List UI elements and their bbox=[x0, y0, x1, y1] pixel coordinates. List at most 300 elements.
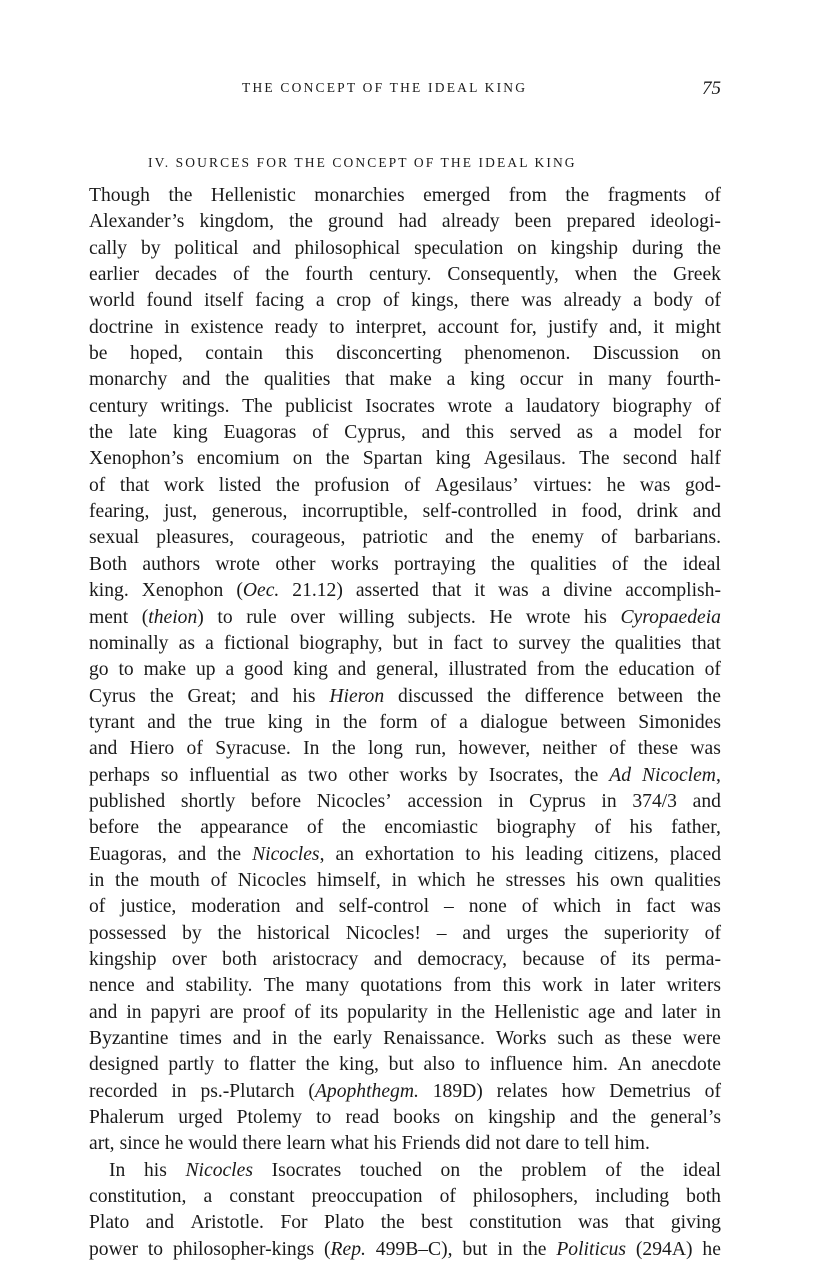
word: 374/3 bbox=[632, 790, 677, 812]
word: of bbox=[89, 474, 106, 496]
word: anecdote bbox=[651, 1054, 721, 1076]
word: the bbox=[149, 685, 174, 707]
word: Euagoras, bbox=[89, 843, 167, 865]
word: and bbox=[569, 1107, 598, 1129]
text-line bbox=[89, 763, 721, 789]
word: qualities bbox=[530, 553, 597, 575]
word: the bbox=[564, 922, 589, 944]
word: the bbox=[640, 1159, 665, 1181]
word: work bbox=[163, 474, 205, 496]
word: such bbox=[557, 1028, 594, 1049]
word: form bbox=[379, 711, 418, 733]
word: a bbox=[203, 1186, 213, 1208]
word: the bbox=[289, 211, 313, 233]
word: survey bbox=[518, 632, 571, 654]
word: body bbox=[653, 290, 693, 312]
word: ground bbox=[328, 211, 384, 233]
word: the bbox=[491, 553, 515, 575]
word: occur bbox=[519, 369, 564, 391]
word: by bbox=[140, 237, 161, 259]
text-line bbox=[89, 552, 721, 578]
word: The bbox=[242, 395, 273, 417]
word: emerged bbox=[423, 185, 491, 206]
word: Friends bbox=[401, 1133, 461, 1155]
word: ready bbox=[274, 316, 319, 338]
word: he bbox=[164, 1133, 184, 1155]
word: education bbox=[618, 659, 695, 681]
word: stresses bbox=[505, 869, 566, 891]
text-line bbox=[89, 525, 721, 551]
word: the bbox=[580, 632, 605, 654]
text-line bbox=[89, 262, 721, 288]
text-line bbox=[89, 288, 721, 314]
text-line bbox=[89, 605, 721, 631]
word: fourth- bbox=[666, 369, 721, 391]
word: the bbox=[225, 369, 250, 391]
word: on bbox=[454, 1107, 474, 1129]
word: king, bbox=[339, 1054, 379, 1076]
word: Byzantine bbox=[89, 1028, 169, 1049]
word: himself, bbox=[317, 869, 381, 891]
word: The bbox=[579, 448, 610, 470]
word: shortly bbox=[180, 790, 236, 812]
word: of bbox=[599, 948, 617, 970]
word: illustrated bbox=[448, 659, 527, 681]
word: in bbox=[315, 711, 331, 733]
word: of bbox=[210, 869, 227, 891]
word: Works bbox=[495, 1028, 547, 1049]
word: true bbox=[224, 711, 256, 733]
word: fearing, bbox=[89, 501, 150, 523]
word: of bbox=[439, 1186, 456, 1208]
word: the bbox=[565, 185, 590, 206]
text-line bbox=[89, 736, 721, 762]
word: of bbox=[704, 395, 721, 417]
text-line bbox=[89, 578, 721, 604]
text-line bbox=[89, 1079, 721, 1105]
word: The bbox=[263, 975, 295, 997]
word: (Rep. bbox=[324, 1238, 366, 1260]
text-line bbox=[89, 1158, 721, 1184]
word: Though bbox=[89, 185, 150, 206]
word: courageous, bbox=[251, 527, 346, 549]
word: that bbox=[691, 632, 721, 654]
word: perma- bbox=[665, 948, 721, 970]
word: papyri bbox=[150, 1001, 201, 1023]
word: writers bbox=[666, 975, 721, 997]
word: the bbox=[275, 474, 300, 496]
word: in bbox=[497, 1238, 513, 1260]
word: biography bbox=[496, 817, 577, 839]
word: ps.-Plutarch bbox=[200, 1080, 295, 1102]
word: interpret, bbox=[355, 316, 427, 338]
word: a bbox=[459, 711, 468, 733]
word: to bbox=[564, 1133, 580, 1155]
word: of bbox=[611, 553, 629, 575]
text-line bbox=[89, 1105, 721, 1131]
word: Discussion bbox=[592, 343, 679, 365]
section-heading: IV. SOURCES FOR THE CONCEPT OF THE IDEAL KING bbox=[148, 155, 577, 170]
word: of bbox=[704, 922, 721, 944]
word: of bbox=[430, 711, 447, 733]
word: preoccupation bbox=[311, 1186, 423, 1208]
word: partly bbox=[168, 1054, 215, 1076]
word: influential bbox=[189, 764, 270, 786]
word: itself bbox=[204, 290, 244, 312]
word: it bbox=[474, 580, 486, 602]
text-line bbox=[89, 1237, 721, 1263]
word: Hellenistic bbox=[494, 1001, 580, 1023]
word: divine bbox=[563, 580, 613, 602]
word: its bbox=[631, 948, 651, 970]
word: kingship bbox=[89, 948, 157, 970]
word: own bbox=[609, 869, 644, 891]
word: the bbox=[584, 659, 609, 681]
word: Nicocles! bbox=[345, 922, 421, 944]
word: constitution, bbox=[89, 1186, 187, 1208]
word: 499B–C), bbox=[375, 1238, 453, 1260]
word: dare bbox=[525, 1133, 560, 1155]
word: kings, bbox=[411, 290, 459, 312]
word: was bbox=[578, 1212, 609, 1234]
word: power bbox=[89, 1238, 138, 1260]
word: For bbox=[280, 1212, 308, 1234]
text-line bbox=[89, 1210, 721, 1236]
word: Phalerum bbox=[89, 1107, 165, 1129]
word: in bbox=[89, 869, 105, 891]
word: of bbox=[600, 527, 618, 549]
word: tyrant bbox=[89, 711, 135, 733]
word: to bbox=[329, 316, 345, 338]
word: because bbox=[522, 948, 585, 970]
word: fact bbox=[453, 632, 483, 654]
word: but bbox=[392, 632, 418, 654]
paragraph bbox=[89, 183, 721, 1158]
word: earlier bbox=[89, 264, 140, 286]
word: as bbox=[280, 764, 298, 786]
word: the bbox=[341, 817, 366, 839]
word: of bbox=[704, 290, 721, 312]
word: before bbox=[89, 817, 140, 839]
word: Great; bbox=[187, 685, 237, 707]
word: Cyrus bbox=[89, 685, 136, 707]
word: speculation bbox=[414, 237, 504, 259]
word: (294A) bbox=[635, 1238, 693, 1260]
word: of bbox=[594, 817, 611, 839]
word: other bbox=[348, 764, 389, 786]
word: was bbox=[690, 896, 721, 918]
word: a bbox=[608, 422, 618, 444]
word: kingship bbox=[488, 1107, 556, 1129]
word: his bbox=[292, 685, 316, 707]
word: general, bbox=[376, 659, 439, 681]
word: best bbox=[421, 1212, 453, 1234]
word: that bbox=[345, 369, 375, 391]
word: an bbox=[335, 843, 354, 865]
word: since bbox=[119, 1133, 160, 1155]
word: served bbox=[509, 422, 561, 444]
word: monarchy bbox=[89, 369, 168, 391]
word: there bbox=[470, 290, 510, 312]
word: qualities bbox=[614, 632, 682, 654]
body-text bbox=[89, 183, 721, 1263]
word: Ad bbox=[609, 764, 631, 786]
word: the bbox=[305, 1054, 330, 1076]
word: the bbox=[331, 738, 356, 760]
word: appearance bbox=[200, 817, 289, 839]
word: on bbox=[292, 448, 313, 470]
word: in bbox=[171, 1080, 187, 1102]
word: kingdom, bbox=[199, 211, 275, 233]
word: the bbox=[643, 553, 668, 575]
word: neither bbox=[542, 738, 597, 760]
word: of bbox=[704, 185, 721, 206]
word: accomplish- bbox=[625, 580, 721, 602]
word: second bbox=[622, 448, 678, 470]
word: encomium bbox=[196, 448, 280, 470]
word: and bbox=[444, 527, 474, 549]
word: Hieron bbox=[329, 685, 385, 707]
word: exhortation bbox=[365, 843, 455, 865]
word: – bbox=[444, 896, 454, 918]
word: over bbox=[290, 606, 326, 628]
word: Spartan bbox=[362, 448, 423, 470]
word: perhaps bbox=[89, 764, 150, 786]
word: Alexander’s bbox=[89, 211, 185, 233]
word: generous, bbox=[211, 501, 288, 523]
word: nominally bbox=[89, 632, 169, 654]
word: flatter bbox=[248, 1054, 296, 1076]
word: and bbox=[89, 738, 118, 760]
word: so bbox=[160, 764, 179, 786]
word: before bbox=[250, 790, 302, 812]
word: recorded bbox=[89, 1080, 158, 1102]
word: over bbox=[171, 948, 207, 970]
word: these bbox=[631, 1028, 672, 1049]
word: Aristotle. bbox=[190, 1212, 264, 1234]
word: general’s bbox=[650, 1107, 721, 1129]
word: fragments bbox=[607, 185, 687, 206]
word: the bbox=[89, 422, 113, 444]
text-line bbox=[89, 473, 721, 499]
word: tell bbox=[584, 1133, 610, 1155]
word: leading bbox=[525, 843, 584, 865]
word: the bbox=[265, 264, 290, 286]
text-line bbox=[89, 710, 721, 736]
word: Agesilaus. bbox=[483, 448, 566, 470]
word: accession bbox=[407, 790, 483, 812]
word: these bbox=[637, 738, 679, 760]
word: discussed bbox=[398, 685, 474, 707]
word: this bbox=[502, 975, 531, 997]
word: and bbox=[421, 422, 450, 444]
word: be bbox=[89, 343, 108, 365]
word: to bbox=[147, 1238, 164, 1260]
word: works bbox=[399, 764, 448, 786]
word: in bbox=[126, 1001, 142, 1023]
word: early bbox=[333, 1028, 373, 1049]
text-line bbox=[89, 1000, 721, 1026]
word: this bbox=[465, 422, 494, 444]
text-line bbox=[89, 657, 721, 683]
word: did bbox=[465, 1133, 491, 1155]
word: possessed bbox=[89, 922, 167, 944]
word: the bbox=[696, 685, 721, 707]
word: Politicus bbox=[556, 1238, 627, 1260]
word: prepared bbox=[566, 211, 636, 233]
word: in bbox=[164, 316, 180, 338]
word: influence bbox=[489, 1054, 563, 1076]
word: difference bbox=[524, 685, 604, 707]
word: in bbox=[391, 869, 407, 891]
word: rule bbox=[246, 606, 277, 628]
word: giving bbox=[670, 1212, 721, 1234]
word: touched bbox=[359, 1159, 422, 1181]
word: (Oec. bbox=[236, 580, 280, 602]
word: had bbox=[398, 211, 427, 233]
word: in bbox=[272, 1028, 288, 1049]
word: in bbox=[601, 790, 617, 812]
text-line bbox=[89, 341, 721, 367]
word: writings. bbox=[160, 395, 230, 417]
word: to bbox=[492, 632, 509, 654]
word: contain bbox=[205, 343, 263, 365]
word: would bbox=[188, 1133, 238, 1155]
word: food, bbox=[581, 501, 623, 523]
word: late bbox=[128, 422, 158, 444]
word: of bbox=[521, 896, 539, 918]
word: two bbox=[307, 764, 338, 786]
word: the bbox=[168, 185, 193, 206]
word: on bbox=[517, 237, 537, 259]
word: the bbox=[696, 237, 721, 259]
word: of bbox=[186, 738, 203, 760]
word: the bbox=[217, 843, 242, 865]
word: was bbox=[690, 738, 721, 760]
word: Hiero bbox=[129, 738, 175, 760]
word: world bbox=[89, 290, 135, 312]
running-head: THE CONCEPT OF THE IDEAL KING bbox=[242, 80, 528, 95]
word: portraying bbox=[394, 553, 476, 575]
text-line bbox=[89, 973, 721, 999]
word: of bbox=[312, 422, 329, 444]
word: Renaissance. bbox=[383, 1028, 485, 1049]
word: Nicocles bbox=[185, 1159, 253, 1181]
word: including bbox=[595, 1186, 670, 1208]
word: moderation bbox=[191, 896, 281, 918]
word: and bbox=[147, 711, 176, 733]
word: to bbox=[118, 659, 134, 681]
word: the bbox=[217, 922, 242, 944]
word: biography bbox=[612, 395, 693, 417]
word: He bbox=[489, 606, 513, 628]
word: self-control bbox=[338, 896, 430, 918]
word: to bbox=[465, 843, 481, 865]
word: was bbox=[639, 474, 671, 496]
word: his bbox=[576, 869, 600, 891]
word: a bbox=[315, 290, 325, 312]
word: the bbox=[298, 1028, 323, 1049]
word: many bbox=[305, 975, 349, 997]
word: times bbox=[179, 1028, 222, 1049]
word: he bbox=[606, 474, 626, 496]
word: king bbox=[267, 711, 303, 733]
word: subjects. bbox=[407, 606, 476, 628]
word: king bbox=[293, 659, 328, 681]
word: age bbox=[588, 1001, 616, 1023]
word: phenomenon. bbox=[464, 343, 571, 365]
word: account bbox=[437, 316, 499, 338]
word: Nicocles, bbox=[252, 843, 325, 865]
page-number: 75 bbox=[702, 78, 721, 99]
word: In bbox=[109, 1159, 126, 1181]
word: the bbox=[478, 1159, 503, 1181]
word: nence bbox=[89, 975, 135, 997]
word: political bbox=[174, 237, 239, 259]
word: relates bbox=[496, 1080, 548, 1102]
word: and bbox=[145, 1212, 175, 1234]
word: are bbox=[209, 1001, 234, 1023]
word: however, bbox=[458, 738, 531, 760]
word: there bbox=[242, 1133, 282, 1155]
word: – bbox=[436, 922, 447, 944]
word: might bbox=[675, 316, 721, 338]
word: urged bbox=[178, 1107, 223, 1129]
word: learn bbox=[286, 1133, 326, 1155]
word: what bbox=[330, 1133, 369, 1155]
word: for bbox=[698, 422, 721, 444]
word: later bbox=[661, 1001, 697, 1023]
word: Consequently, bbox=[447, 264, 559, 286]
text-line bbox=[89, 209, 721, 235]
word: crop bbox=[336, 290, 372, 312]
word: incorruptible, bbox=[301, 501, 409, 523]
word: good bbox=[244, 659, 284, 681]
word: barbarians. bbox=[634, 527, 721, 549]
word: kingship bbox=[550, 237, 619, 259]
word: in bbox=[615, 896, 632, 918]
word: (theion) bbox=[141, 606, 204, 628]
word: his bbox=[584, 606, 607, 628]
word: ideal bbox=[682, 1159, 721, 1181]
text-line bbox=[89, 631, 721, 657]
word: on bbox=[701, 343, 721, 365]
word: was bbox=[498, 580, 529, 602]
word: to bbox=[316, 1107, 332, 1129]
word: and bbox=[146, 975, 175, 997]
word: century. bbox=[369, 264, 432, 286]
word: between bbox=[560, 711, 626, 733]
word: Cyprus, bbox=[344, 422, 406, 444]
word: also bbox=[423, 1054, 456, 1076]
word: Plato bbox=[324, 1212, 365, 1234]
word: to bbox=[223, 1054, 240, 1076]
word: as bbox=[178, 632, 195, 654]
word: how bbox=[561, 1080, 596, 1102]
word: he bbox=[476, 869, 495, 891]
text-line bbox=[89, 921, 721, 947]
word: self-controlled bbox=[422, 501, 537, 523]
word: biography, bbox=[299, 632, 383, 654]
word: Nicocles bbox=[237, 869, 307, 891]
word: been bbox=[514, 211, 552, 233]
word: as bbox=[604, 1028, 621, 1049]
word: his bbox=[143, 1159, 167, 1181]
word: mouth bbox=[149, 869, 200, 891]
text-line bbox=[89, 1184, 721, 1210]
word: and bbox=[182, 369, 211, 391]
word: of bbox=[89, 896, 106, 918]
